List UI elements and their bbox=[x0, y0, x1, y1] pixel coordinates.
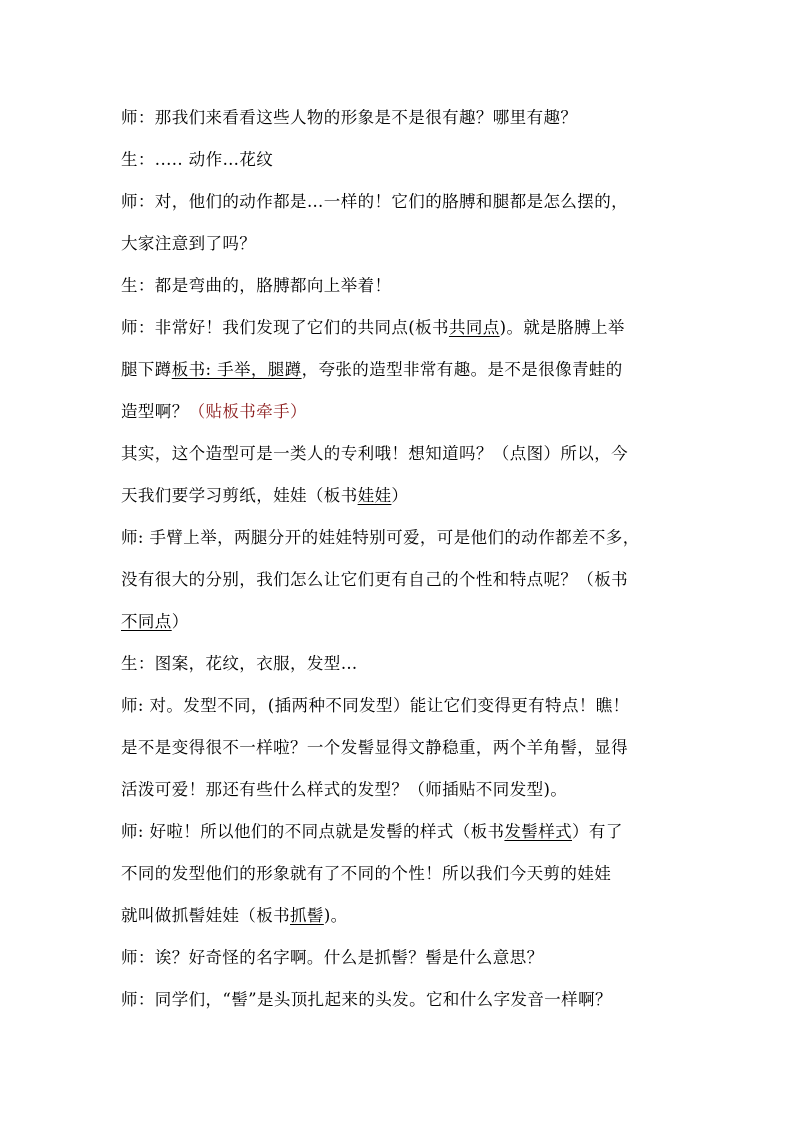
line-text: 师：那我们来看看这些人物的形象是不是很有趣？哪里有趣？ bbox=[121, 108, 578, 127]
dialogue-line bbox=[121, 570, 628, 590]
board-note-underlined: 发髻样式 bbox=[504, 822, 573, 841]
dialogue-line bbox=[121, 822, 623, 842]
red-annotation: （贴板书牵手） bbox=[188, 402, 307, 421]
dialogue-line bbox=[121, 234, 256, 254]
line-text: 师: 好啦！所以他们的不同点就是发髻的样式（板书 bbox=[121, 822, 505, 841]
dialogue-line bbox=[121, 486, 408, 506]
line-text: ） bbox=[171, 612, 189, 631]
line-text: 生：都是弯曲的，胳膊都向上举着！ bbox=[121, 276, 392, 295]
line-text: 师：同学们，“髻”是头顶扎起来的头发。它和什么字发音一样啊？ bbox=[121, 990, 612, 1009]
board-note-underlined: 不同点 bbox=[121, 612, 172, 631]
line-text: 师：非常好！我们发现了它们的共同点(板书 bbox=[121, 318, 449, 337]
line-text: 是不是变得很不一样啦？一个发髻显得文静稳重，两个羊角髻，显得 bbox=[121, 738, 628, 757]
dialogue-line bbox=[121, 864, 611, 884]
line-text: 造型啊？ bbox=[121, 402, 189, 421]
dialogue-line bbox=[121, 906, 348, 926]
dialogue-line bbox=[121, 108, 577, 128]
line-text: 师: 对。发型不同，(插两种不同发型）能让它们变得更有特点！瞧！ bbox=[121, 696, 630, 715]
dialogue-line bbox=[121, 402, 307, 422]
board-note-underlined: 娃娃 bbox=[357, 486, 392, 505]
dialogue-line bbox=[121, 780, 567, 800]
dialogue-line bbox=[121, 654, 358, 674]
line-text: 就叫做抓髻娃娃（板书 bbox=[121, 906, 290, 925]
board-note-underlined: 共同点 bbox=[448, 318, 500, 337]
dialogue-line bbox=[121, 990, 612, 1010]
dialogue-line bbox=[121, 444, 628, 464]
dialogue-line bbox=[121, 318, 625, 338]
line-text: 腿下蹲 bbox=[121, 360, 172, 379]
board-note-underlined: 抓髻 bbox=[290, 906, 324, 925]
line-text: ） bbox=[391, 486, 409, 505]
line-text: ，夸张的造型非常有趣。是不是很像青蛙的 bbox=[301, 360, 623, 379]
line-text: 师：诶？好奇怪的名字啊。什么是抓髻？髻是什么意思？ bbox=[121, 948, 544, 967]
line-text: 活泼可爱！那还有些什么样式的发型？（师插贴不同发型)。 bbox=[121, 780, 568, 799]
dialogue-line bbox=[121, 612, 189, 632]
line-text: 生：图案，花纹，衣服，发型… bbox=[121, 654, 358, 673]
line-text: 不同的发型他们的形象就有了不同的个性！所以我们今天剪的娃娃 bbox=[121, 864, 612, 883]
dialogue-line bbox=[121, 528, 640, 548]
line-text: ）有了 bbox=[572, 822, 623, 841]
line-text: 师：对，他们的动作都是…一样的！它们的胳膊和腿都是怎么摆的， bbox=[121, 192, 628, 211]
dialogue-line bbox=[121, 192, 628, 212]
dialogue-line bbox=[121, 738, 628, 758]
board-note-underlined: 板书: 手举，腿蹲 bbox=[171, 360, 302, 379]
dialogue-line bbox=[121, 360, 623, 380]
line-text: 师: 手臂上举，两腿分开的娃娃特别可爱，可是他们的动作都差不多， bbox=[121, 528, 640, 547]
dialogue-line bbox=[121, 696, 630, 716]
line-text: 没有很大的分别，我们怎么让它们更有自己的个性和特点呢？（板书 bbox=[121, 570, 628, 589]
line-text: 大家注意到了吗？ bbox=[121, 234, 257, 253]
line-text: 天我们要学习剪纸，娃娃（板书 bbox=[121, 486, 358, 505]
line-text: )。就是胳膊上举 bbox=[499, 318, 625, 337]
line-text: 生：..... 动作…花纹 bbox=[121, 150, 274, 169]
dialogue-line bbox=[121, 150, 273, 170]
dialogue-line bbox=[121, 948, 544, 968]
line-text: 其实，这个造型可是一类人的专利哦！想知道吗？（点图）所以，今 bbox=[121, 444, 628, 463]
line-text: )。 bbox=[323, 906, 348, 925]
dialogue-line bbox=[121, 276, 391, 296]
